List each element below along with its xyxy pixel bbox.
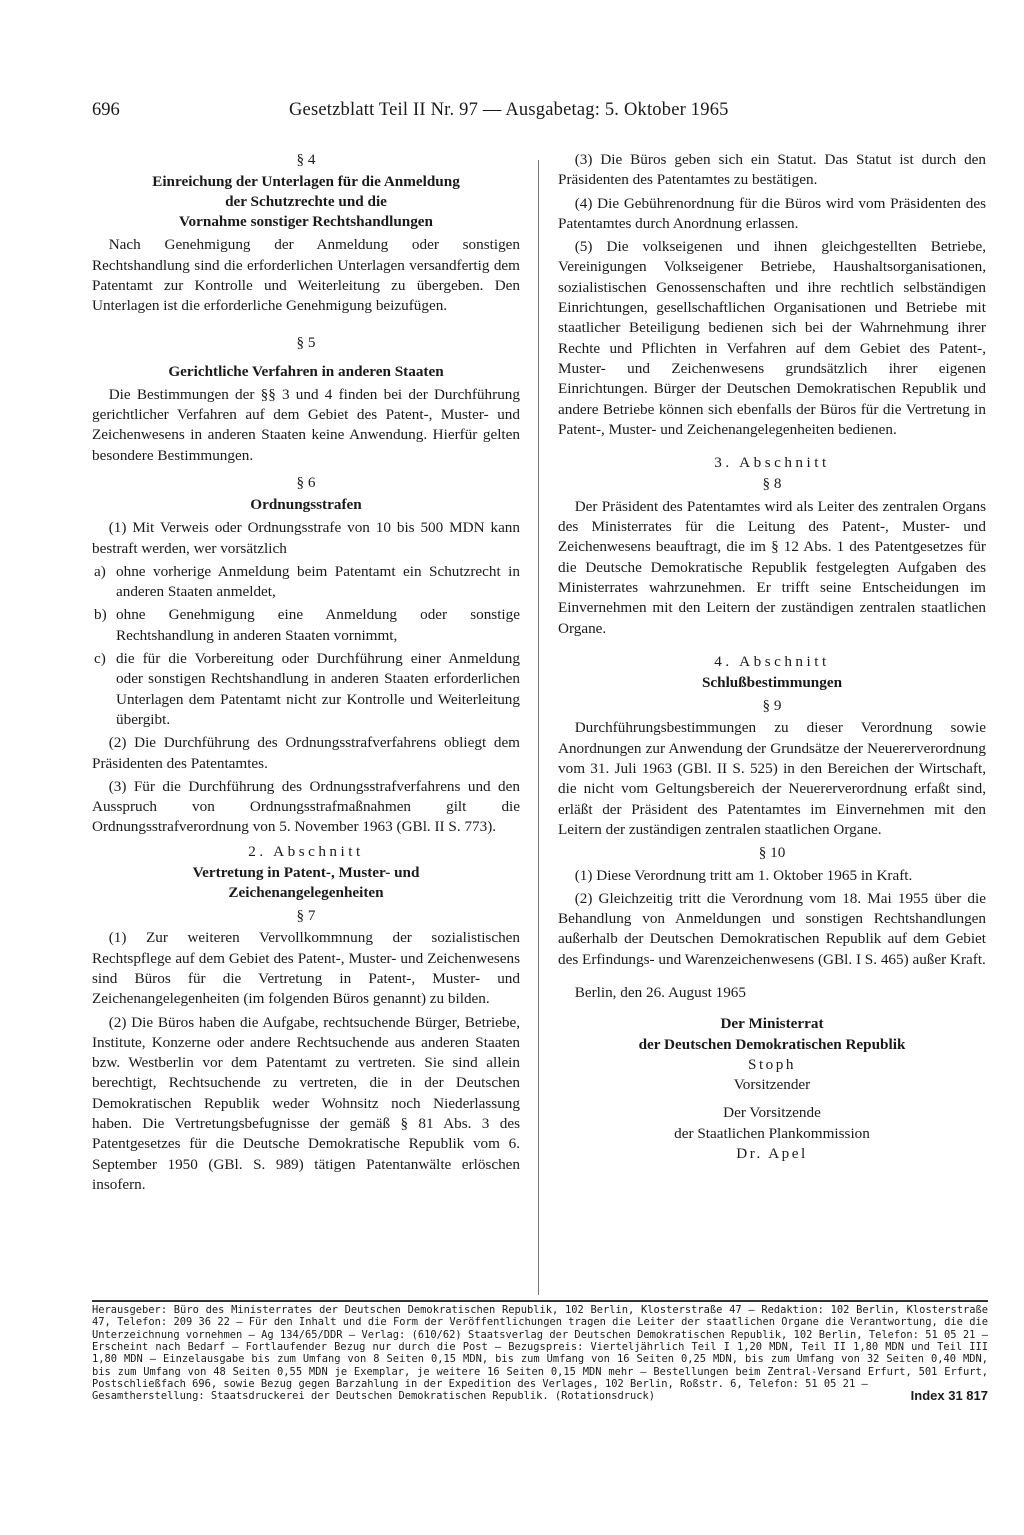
paragraph: (3) Die Büros geben sich ein Statut. Das Statut ist durch den Präsidenten des Patentamtes zu bestätigen. bbox=[558, 151, 986, 189]
list-item-text: ohne vorherige Anmeldung beim Patentamt ein Schutzrecht in anderen Staaten anmeldet, bbox=[116, 562, 520, 601]
column-divider bbox=[538, 160, 539, 1295]
paragraph: (1) Diese Verordnung tritt am 1. Oktober 1965 in Kraft. bbox=[574, 866, 913, 884]
paragraph: Der Präsident des Patentamtes wird als Leiter des zentralen Organs des Ministerrates für die Leitung des Patent-, Muster- und Zeichenwesens beauftragt, die im § 12 Abs. 1 des Patentgesetzes für die Deutsche Demokratische Republik festgelegten Aufgaben des Ministerrates wahrzunehmen. Er trifft seine Entscheidungen im Einvernehmen mit den Leitern der zuständigen zentralen staatlichen Organe. bbox=[558, 497, 986, 637]
paragraph: (5) Die volkseigenen und ihnen gleichgestellten Betriebe, Vereinigungen Volkseigener Betriebe, Haushaltsorganisationen, sozialistischen Genossenschaften und ihre rechtlich selbständigen Einrichtungen, gesellschaftlichen Organisationen und Betriebe mit staatlicher Beteiligung bedienen sich bei der Wahrnehmung ihrer Rechte und Pflichten in Verfahren auf dem Gebiet des Patent-, Muster- und Zeichenwesens grundsätzlich ihrer eigenen Einrichtungen. Bürger der Deutschen Demokratischen Republik und andere Betriebe können sich ebenfalls der Büros für die Vertretung in Patent-, Muster- und Zeichenangelegenheiten bedienen. bbox=[558, 238, 986, 438]
list-item bbox=[92, 605, 520, 646]
section-number: § 8 bbox=[762, 475, 782, 493]
list-item-label: a) bbox=[94, 562, 106, 580]
section-number: § 9 bbox=[762, 697, 782, 715]
page-number: 696 bbox=[92, 100, 120, 120]
list-item-label: b) bbox=[94, 606, 107, 624]
list-item bbox=[92, 562, 520, 603]
section-number: § 7 bbox=[296, 907, 316, 925]
chapter-title-line: Vertretung in Patent-, Muster- und bbox=[192, 864, 420, 882]
list-item-text: die für die Vorbereitung oder Durchführung einer Anmeldung oder sonstigen Rechtshandlung in anderen Staaten erforderlichen Unterlagen dem Patentamt nicht zur Kontrolle und Weiterleitung übergibt. bbox=[116, 650, 520, 728]
section-title-line: der Schutzrechte und die bbox=[225, 193, 387, 211]
section-number: § 6 bbox=[296, 473, 316, 491]
signatory-name: Dr. Apel bbox=[736, 1145, 808, 1163]
place-date: Berlin, den 26. August 1965 bbox=[574, 983, 746, 1001]
paragraph: Durchführungsbestimmungen zu dieser Verordnung sowie Anordnungen zur Anwendung der Grundsätze der Neuererverordnung vom 31. Juli 1963 (GBl. II S. 525) in den Bereichen der Wirtschaft, die nicht vom Geltungsbereich der Neuererverordnung erfaßt sind, erläßt der Präsident des Patentamtes im Einvernehmen mit den Leitern der zuständigen zentralen staatlichen Organe. bbox=[558, 719, 986, 838]
index-number: Index 31 817 bbox=[910, 1388, 988, 1404]
chapter-title bbox=[92, 863, 520, 903]
imprint-last-line bbox=[92, 1390, 988, 1402]
chapter-title-line: Zeichenangelegenheiten bbox=[228, 884, 384, 902]
section-title: Ordnungsstrafen bbox=[250, 496, 362, 514]
section-number: § 5 bbox=[296, 334, 316, 352]
chapter-label: 4. Abschnitt bbox=[714, 652, 830, 670]
section-number: § 10 bbox=[758, 844, 786, 862]
chapter-title: Schlußbestimmungen bbox=[701, 674, 843, 692]
list-item-text: ohne Genehmigung eine Anmeldung oder sonstige Rechtshandlung in anderen Staaten vornimmt, bbox=[116, 606, 520, 644]
chapter-label: 3. Abschnitt bbox=[714, 454, 830, 472]
chapter-label: 2. Abschnitt bbox=[248, 842, 364, 860]
section-title-line: Einreichung der Unterlagen für die Anmeldung bbox=[152, 173, 460, 191]
signatory-role: Vorsitzender bbox=[733, 1076, 811, 1094]
signatory-name: Stoph bbox=[748, 1055, 796, 1073]
imprint-text: Herausgeber: Büro des Ministerrates der Deutschen Demokratischen Republik, 102 Berlin, Klosterstraße 47 — Redaktion: 102 Berlin, Klosterstraße 47, Telefon: 209 36 22 — Für den Inhalt und die Form der Veröffentlichungen tragen die Leiter der staatlichen Organe die Verantwortung, die die Unterzeichnung vornehmen — Ag 134/65/DDR — Verlag: (610/62) Staatsverlag der Deutschen Demokratischen Republik, 102 Berlin, Telefon: 51 05 21 — Erscheint nach Bedarf — Fortlaufender Bezug nur durch die Post — Bezugspreis: Vierteljährlich Teil I 1,20 MDN, Teil II 1,80 MDN und Teil III 1,80 MDN — Einzelausgabe bis zum Umfang von 8 Seiten 0,15 MDN, bis zum Umfang von 16 Seiten 0,25 MDN, bis zum Umfang von 32 Seiten 0,40 MDN, bis zum Umfang von 48 Seiten 0,55 MDN je Exemplar, je weitere 16 Seiten 0,15 MDN mehr — Bestellungen beim Zentral-Versand Erfurt, 501 Erfurt, Postschließfach 696, sowie Bezug gegen Barzahlung in der Expedition des Verlages, 102 Berlin, Roßstr. 6, Telefon: 51 05 21 — bbox=[92, 1304, 988, 1391]
paragraph: (2) Gleichzeitig tritt die Verordnung vom 18. Mai 1955 über die Behandlung von Anmeldungen und sonstigen Rechtshandlungen außerhalb der Deutschen Demokratischen Republik auf dem Gebiet des Erfindungs- und Warenzeichenwesens (GBl. I S. 465) außer Kraft. bbox=[558, 889, 986, 968]
signatory-role: Der Vorsitzende bbox=[723, 1104, 821, 1122]
printer-line: Gesamtherstellung: Staatsdruckerei der Deutschen Demokratischen Republik. (Rotationsdruck) bbox=[92, 1390, 656, 1403]
right-column bbox=[558, 150, 986, 1164]
section-title bbox=[92, 172, 520, 232]
paragraph: (3) Für die Durchführung des Ordnungsstrafverfahrens und den Ausspruch von Ordnungsstrafmaßnahmen gilt die Ordnungsstrafverordnung von 5. November 1963 (GBl. II S. 773). bbox=[92, 777, 520, 836]
paragraph: (1) Mit Verweis oder Ordnungsstrafe von 10 bis 500 MDN kann bestraft werden, wer vorsätzlich bbox=[92, 519, 520, 557]
section-title: Gerichtliche Verfahren in anderen Staaten bbox=[168, 362, 444, 380]
left-column bbox=[92, 150, 520, 1198]
paragraph: Die Bestimmungen der §§ 3 und 4 finden bei der Durchführung gerichtlicher Verfahren auf dem Gebiet des Patent-, Muster- und Zeichenwesens in anderen Staaten keine Anwendung. Hierfür gelten besondere Bestimmungen. bbox=[92, 385, 520, 464]
list-item bbox=[92, 649, 520, 730]
signing-body: der Deutschen Demokratischen Republik bbox=[638, 1035, 906, 1053]
section-title-line: Vornahme sonstiger Rechtshandlungen bbox=[178, 213, 433, 231]
paragraph: (2) Die Büros haben die Aufgabe, rechtsuchende Bürger, Betriebe, Institute, Konzerne oder andere Rechtsuchende aus anderen Staaten bzw. Westberlin vor dem Patentamt zu vertreten. Sie sind allein berechtigt, Rechtsuchende zu vertreten, die in der Deutschen Demokratischen Republik weder Wohnsitz noch Niederlassung haben. Die Vertretungsbefugnisse der gemäß § 81 Abs. 3 des Patentgesetzes für die Deutsche Demokratische Republik vom 6. September 1950 (GBl. S. 989) tätigen Patentanwälte erlöschen insofern. bbox=[92, 1013, 520, 1193]
paragraph: (4) Die Gebührenordnung für die Büros wird vom Präsidenten des Patentamtes durch Anordnung erlassen. bbox=[558, 194, 986, 232]
paragraph: (1) Zur weiteren Vervollkommnung der sozialistischen Rechtspflege auf dem Gebiet des Patent-, Muster- und Zeichenwesens sind Büros für die Vertretung in Patent-, Muster- und Zeichenangelegenheiten (im folgenden Büros genannt) zu bilden. bbox=[92, 929, 520, 1008]
running-title: Gesetzblatt Teil II Nr. 97 — Ausgabetag: 5. Oktober 1965 bbox=[289, 100, 729, 120]
section-number: § 4 bbox=[296, 151, 316, 168]
paragraph: (2) Die Durchführung des Ordnungsstrafverfahrens obliegt dem Präsidenten des Patentamtes. bbox=[92, 734, 520, 772]
signatory-role: der Staatlichen Plankommission bbox=[674, 1124, 870, 1142]
signing-body: Der Ministerrat bbox=[720, 1015, 824, 1033]
footer-rule bbox=[92, 1300, 988, 1302]
imprint bbox=[92, 1304, 988, 1403]
paragraph: Nach Genehmigung der Anmeldung oder sonstigen Rechtshandlung sind die erforderlichen Unterlagen versandfertig dem Patentamt zur Kontrolle und Weiterleitung zu übergeben. Den Unterlagen ist die erforderliche Genehmigung beizufügen. bbox=[92, 236, 520, 315]
list-item-label: c) bbox=[94, 650, 106, 668]
page-header bbox=[92, 100, 772, 126]
